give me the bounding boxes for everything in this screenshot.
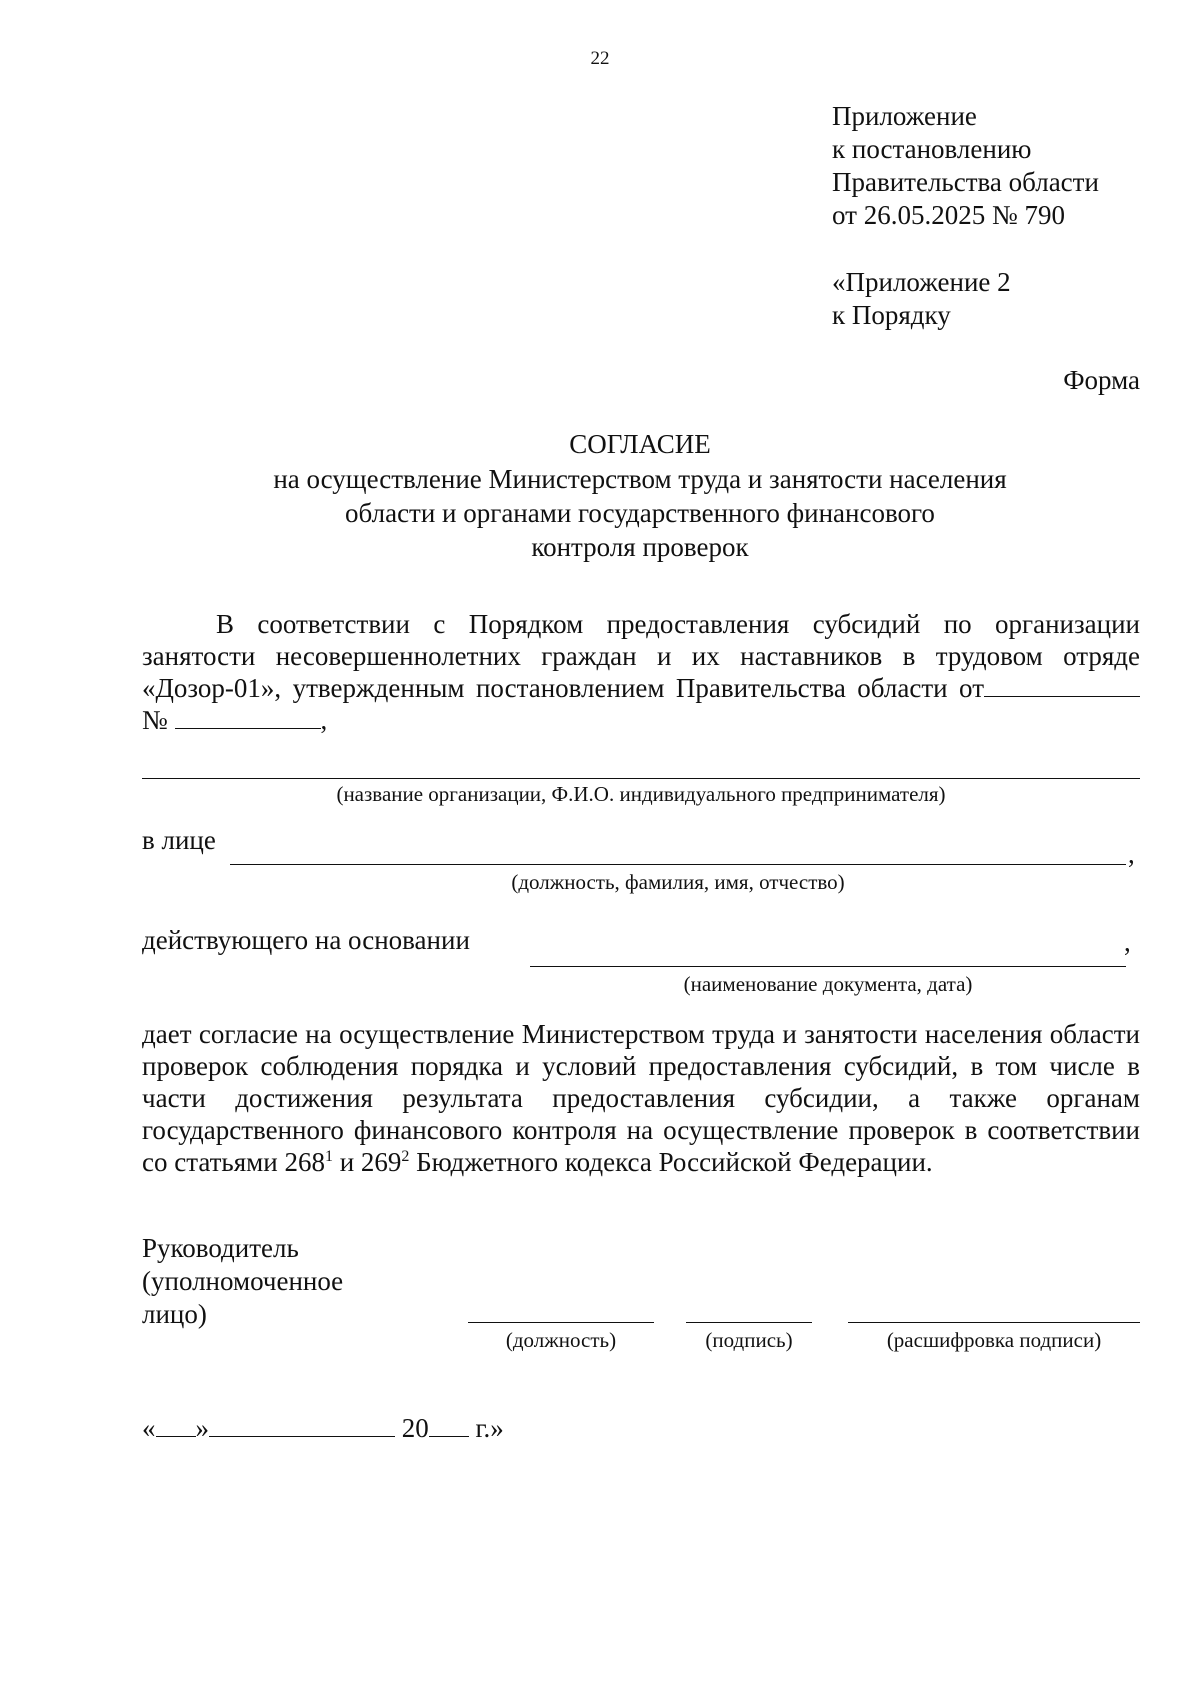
paragraph-consent-text: дает согласие на осуществление Министерством труда и занятости населения области проверок соблюдения порядка и условий предоставления субсидий, в том числе в части достижения результата предоставления субсидии, а также органам государственного финансового контроля на осуществление проверок в соответствии со статьями 268 [142, 1019, 1140, 1177]
position-name-field-line[interactable] [230, 864, 1126, 865]
superscript-2: 2 [401, 1148, 410, 1165]
date-line [142, 1412, 504, 1444]
open-quote: « [142, 1413, 156, 1443]
from-label: от [959, 673, 984, 703]
document-title: СОГЛАСИЕ [569, 429, 711, 459]
appendix2-block [832, 266, 1011, 332]
comma: , [1124, 927, 1131, 957]
signer-line: Руководитель [142, 1233, 299, 1263]
day-blank-field[interactable] [156, 1414, 196, 1437]
paragraph-consent-end: Бюджетного кодекса Российской Федерации. [409, 1147, 933, 1177]
number-blank-field[interactable] [175, 706, 321, 729]
year-blank-field[interactable] [429, 1414, 469, 1437]
organization-hint: (название организации, Ф.И.О. индивидуального предпринимателя) [336, 782, 946, 806]
paragraph-intro-text: В соответствии с Порядком предоставления субсидий по организации занятости несовершеннолетних граждан и их наставников в трудовом отряде «Дозор-01», утвержденным постановлением Правительства области [142, 609, 1140, 703]
paragraph-consent-middle: и 269 [332, 1147, 402, 1177]
appendix2-line: к Порядку [832, 300, 951, 330]
year-suffix: г.» [468, 1413, 504, 1443]
signature-line[interactable] [686, 1322, 812, 1323]
comma: , [1128, 839, 1135, 869]
appendix2-line: «Приложение 2 [832, 267, 1011, 297]
in-person-label: в лице [142, 825, 216, 855]
decoding-signature-line[interactable] [848, 1322, 1140, 1323]
appendix-line: Приложение [832, 101, 977, 131]
form-label: Форма [1063, 365, 1140, 395]
paragraph-intro [142, 608, 1140, 736]
page-number: 22 [590, 48, 610, 69]
appendix-block [832, 100, 1099, 232]
date-blank-field[interactable] [984, 674, 1140, 697]
month-blank-field[interactable] [209, 1414, 395, 1437]
decoding-hint: (расшифровка подписи) [886, 1328, 1102, 1352]
paragraph-consent [142, 1018, 1140, 1178]
subtitle-line: на осуществление Министерством труда и занятости населения [273, 464, 1007, 494]
signer-line: лицо) [142, 1299, 207, 1329]
position-signature-line[interactable] [468, 1322, 654, 1323]
year-prefix: 20 [401, 1413, 429, 1443]
document-subtitle [0, 462, 1200, 564]
number-label: № [142, 705, 168, 735]
appendix-line: к постановлению [832, 134, 1032, 164]
subtitle-line: контроля проверок [531, 532, 749, 562]
superscript-1: 1 [324, 1148, 333, 1165]
document-field-line[interactable] [530, 966, 1126, 967]
position-name-hint: (должность, фамилия, имя, отчество) [511, 870, 845, 894]
acting-label: действующего на основании [142, 925, 470, 955]
signature-hint: (подпись) [705, 1328, 793, 1352]
appendix-line: от 26.05.2025 № 790 [832, 200, 1065, 230]
close-quote: » [195, 1413, 209, 1443]
signer-line: (уполномоченное [142, 1266, 344, 1296]
appendix-line: Правительства области [832, 167, 1099, 197]
document-hint: (наименование документа, дата) [683, 972, 973, 996]
signer-block [142, 1232, 343, 1331]
position-hint: (должность) [505, 1328, 617, 1352]
organization-field-line[interactable] [142, 778, 1140, 779]
subtitle-line: области и органами государственного финансового [345, 498, 935, 528]
comma: , [320, 705, 328, 735]
